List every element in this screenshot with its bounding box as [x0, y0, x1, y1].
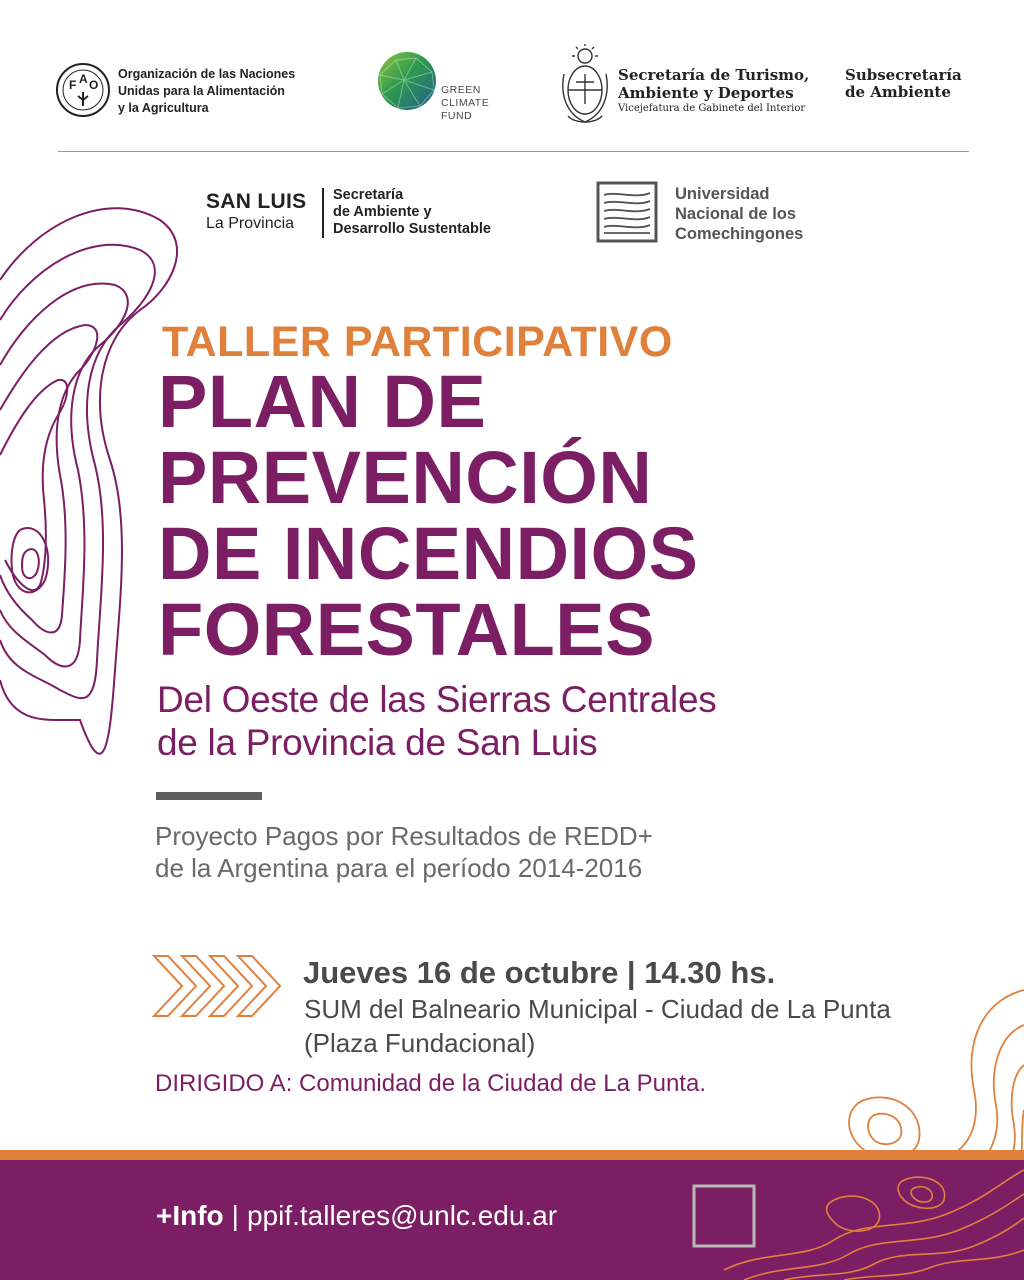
gcf-name-line: FUND	[441, 110, 473, 122]
gcf-name-line: CLIMATE	[441, 97, 490, 109]
info-email-link[interactable]: ppif.talleres@unlc.edu.ar	[246, 1200, 558, 1231]
main-title	[158, 360, 699, 671]
main-title-line: DE INCENDIOS	[158, 512, 699, 595]
chevrons-icon	[152, 954, 284, 1018]
venue-line: (Plaza Fundacional)	[304, 1028, 536, 1058]
secretaria-turismo-small: Vicejefatura de Gabinete del Interior	[618, 103, 806, 114]
project-line: de la Argentina para el período 2014-2016	[155, 853, 643, 883]
subtitle-line: Del Oeste de las Sierras Centrales	[157, 679, 717, 720]
san-luis-secretaria-line: Desarrollo Sustentable	[333, 221, 491, 237]
unlc-name-line: Universidad	[675, 185, 770, 203]
san-luis-name: SAN LUIS	[206, 190, 307, 213]
san-luis-secretaria-line: Secretaría	[333, 187, 404, 203]
info-label: +Info	[156, 1200, 224, 1231]
argentina-coat-of-arms-icon	[560, 44, 610, 126]
fao-letter-o: O	[89, 78, 99, 92]
green-climate-fund-globe-icon	[376, 50, 438, 112]
section-rule	[156, 792, 262, 800]
header-divider	[58, 151, 969, 152]
subtitle-line: de la Provincia de San Luis	[157, 722, 598, 763]
san-luis-subtitle: La Provincia	[206, 215, 295, 232]
subsecretaria-line: de Ambiente	[845, 83, 951, 101]
fao-name-line: y la Agricultura	[118, 101, 209, 115]
secretaria-turismo-name	[618, 66, 809, 115]
fao-letter-f: F	[69, 78, 77, 92]
unlc-name	[675, 184, 803, 244]
topographic-lines-footer-icon	[724, 1160, 1024, 1280]
fao-name-line: Unidas para la Alimentación	[118, 84, 285, 98]
project-description	[155, 820, 653, 884]
main-title-line: PREVENCIÓN	[158, 436, 653, 519]
subsecretaria-line: Subsecretaría	[845, 66, 962, 84]
main-title-line: PLAN DE	[158, 360, 487, 443]
san-luis-divider	[322, 188, 324, 238]
footer-accent-line	[0, 1150, 1024, 1160]
footer-info	[156, 1198, 557, 1234]
audience-text: DIRIGIDO A: Comunidad de la Ciudad de La Punta.	[155, 1070, 706, 1097]
subtitle	[157, 678, 716, 764]
event-date-time: Jueves 16 de octubre | 14.30 hs.	[303, 955, 776, 990]
fao-letter-a: A	[79, 72, 88, 86]
footer-square-icon	[692, 1184, 756, 1248]
kicker-heading: TALLER PARTICIPATIVO	[162, 318, 673, 366]
secretaria-turismo-line: Secretaría de Turismo,	[618, 66, 810, 84]
gcf-name	[441, 84, 489, 123]
san-luis-secretaria	[333, 187, 491, 238]
secretaria-turismo-line: Ambiente y Deportes	[618, 84, 794, 102]
venue-line: SUM del Balneario Municipal - Ciudad de La Punta	[304, 994, 891, 1024]
fao-name	[118, 66, 295, 117]
fao-logo-icon	[55, 62, 111, 118]
unlc-name-line: Comechingones	[675, 225, 804, 243]
gcf-name-line: GREEN	[441, 84, 481, 96]
project-line: Proyecto Pagos por Resultados de REDD+	[155, 821, 653, 851]
info-separator: |	[231, 1200, 239, 1231]
unlc-logo-icon	[596, 181, 658, 243]
unlc-name-line: Nacional de los	[675, 205, 797, 223]
subsecretaria-ambiente-name	[845, 67, 962, 101]
fao-name-line: Organización de las Naciones	[118, 67, 296, 81]
event-venue	[304, 992, 891, 1060]
main-title-line: FORESTALES	[158, 588, 655, 671]
san-luis-secretaria-line: de Ambiente y	[333, 204, 432, 220]
